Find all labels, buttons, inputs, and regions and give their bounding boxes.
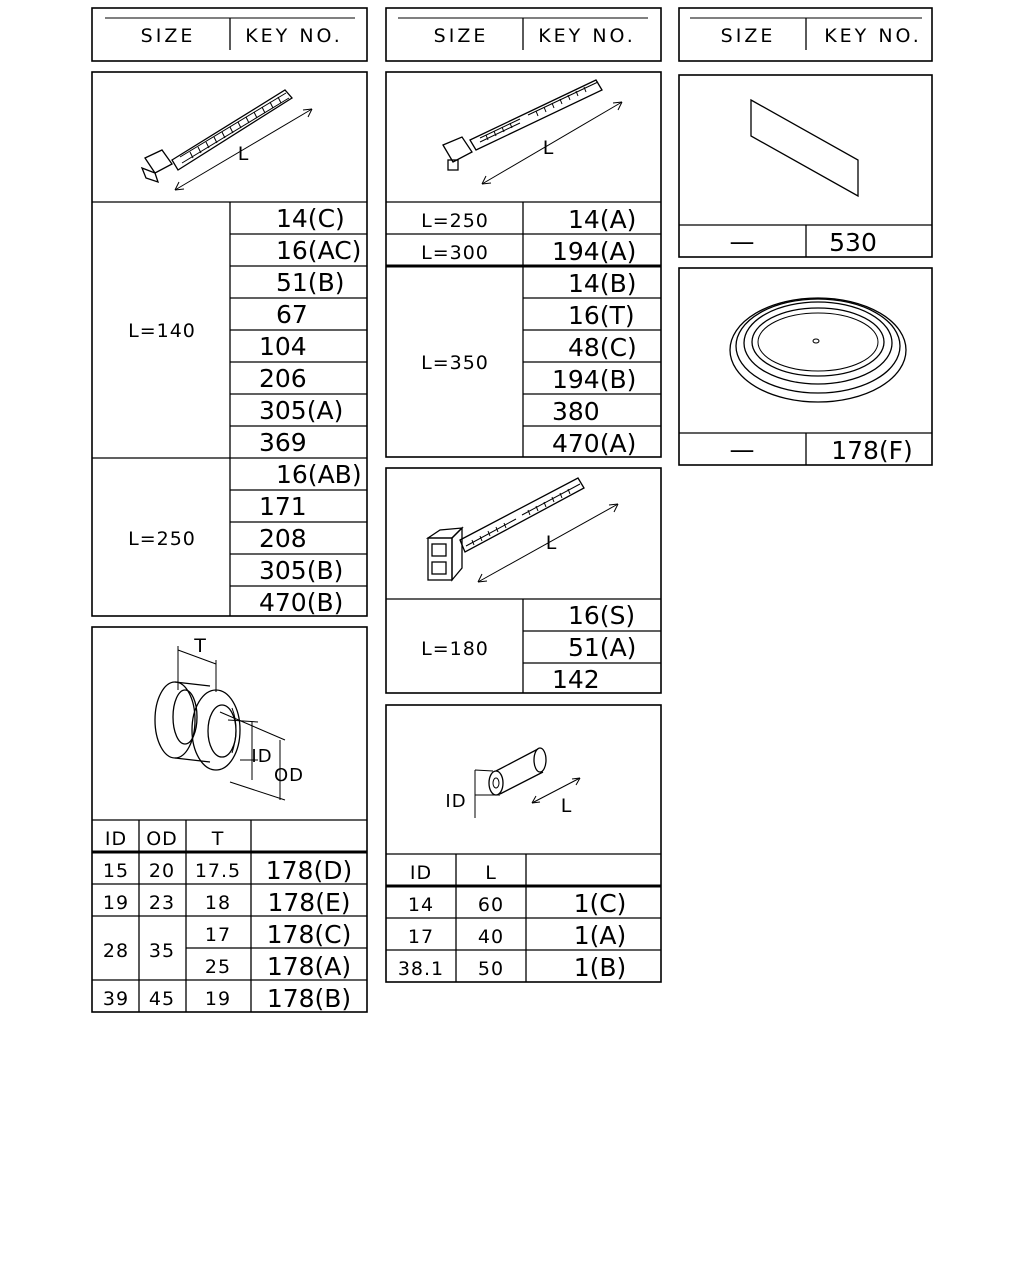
key-cell: 104 xyxy=(259,332,307,361)
key-cell: 14(A) xyxy=(568,205,637,234)
key-cell: 16(AC) xyxy=(276,236,362,265)
key-cell: 380 xyxy=(552,397,600,426)
cable-tie-panel-2 xyxy=(386,72,661,458)
dimension-label-l: L xyxy=(542,137,554,159)
column-header: ID xyxy=(409,862,433,884)
key-cell: 206 xyxy=(259,364,307,393)
size-cell: L=180 xyxy=(421,638,489,660)
id-cell: 15 xyxy=(102,860,130,882)
key-cell: 14(B) xyxy=(568,269,637,298)
header-key-label: KEY NO. xyxy=(824,25,922,47)
tube-illustration xyxy=(445,748,580,818)
key-cell: 178(A) xyxy=(266,952,352,981)
size-cell: — xyxy=(729,435,755,464)
od-cell: 20 xyxy=(148,860,176,882)
column-header: L xyxy=(485,862,497,884)
od-cell: 23 xyxy=(148,892,176,914)
od-cell: 45 xyxy=(148,988,176,1010)
key-cell: 1(C) xyxy=(573,889,627,918)
dimension-label-od: OD xyxy=(273,765,305,786)
key-cell: 194(A) xyxy=(552,237,637,266)
tube-panel xyxy=(386,705,661,982)
key-cell: 178(E) xyxy=(267,888,351,917)
header-size-label: SIZE xyxy=(140,25,196,47)
id-cell: 39 xyxy=(102,988,130,1010)
header-size-label: SIZE xyxy=(433,25,489,47)
id-cell: 28 xyxy=(102,940,130,962)
size-cell: L=300 xyxy=(421,242,489,264)
key-cell: 194(B) xyxy=(552,365,637,394)
key-cell: 1(B) xyxy=(573,953,627,982)
key-cell: 1(A) xyxy=(573,921,627,950)
cable-tie-panel-1 xyxy=(92,72,367,617)
column-header: T xyxy=(211,828,225,850)
dimension-label-l: L xyxy=(545,532,557,554)
key-cell: 305(B) xyxy=(259,556,344,585)
l-cell: 50 xyxy=(477,958,505,980)
key-cell: 51(B) xyxy=(276,268,345,297)
key-cell: 16(S) xyxy=(568,601,636,630)
header-size-label: SIZE xyxy=(720,25,776,47)
column-header: ID xyxy=(104,828,128,850)
key-cell: 470(B) xyxy=(259,588,344,617)
t-cell: 18 xyxy=(204,892,232,914)
size-cell: L=140 xyxy=(128,320,196,342)
dimension-label-t: T xyxy=(194,635,206,657)
key-cell: 208 xyxy=(259,524,307,553)
clip-tie-panel xyxy=(386,468,661,694)
key-cell: 369 xyxy=(259,428,307,457)
dimension-label-l: L xyxy=(560,795,572,817)
key-cell: 305(A) xyxy=(259,396,344,425)
column-header: OD xyxy=(146,828,178,850)
key-cell: 14(C) xyxy=(276,204,345,233)
key-cell: 171 xyxy=(259,492,307,521)
dimension-label-l: L xyxy=(237,143,249,165)
header-col3 xyxy=(679,8,932,61)
dimension-label-id: ID xyxy=(251,746,273,767)
dimension-label-id: ID xyxy=(445,791,467,812)
header-col2 xyxy=(386,8,661,61)
key-cell: 470(A) xyxy=(552,429,637,458)
key-cell: 142 xyxy=(552,665,600,694)
t-cell: 25 xyxy=(204,956,232,978)
l-cell: 60 xyxy=(477,894,505,916)
od-cell: 35 xyxy=(148,940,176,962)
grommet-illustration xyxy=(155,635,304,800)
l-cell: 40 xyxy=(477,926,505,948)
id-cell: 19 xyxy=(102,892,130,914)
key-cell: 16(AB) xyxy=(276,460,362,489)
t-cell: 19 xyxy=(204,988,232,1010)
key-cell: 530 xyxy=(829,228,877,257)
id-cell: 14 xyxy=(407,894,435,916)
key-cell: 178(D) xyxy=(265,856,353,885)
key-cell: 178(C) xyxy=(266,920,352,949)
id-cell: 38.1 xyxy=(397,958,445,980)
key-cell: 16(T) xyxy=(568,301,635,330)
size-cell: — xyxy=(729,227,755,256)
header-key-label: KEY NO. xyxy=(538,25,636,47)
t-cell: 17 xyxy=(204,924,232,946)
cable-tie-illustration xyxy=(443,80,622,184)
id-cell: 17 xyxy=(407,926,435,948)
cable-tie-illustration xyxy=(142,90,312,190)
key-cell: 51(A) xyxy=(568,633,637,662)
oval-grommet-panel xyxy=(679,268,932,465)
size-cell: L=350 xyxy=(421,352,489,374)
header-col1 xyxy=(92,8,367,61)
key-cell: 178(B) xyxy=(266,984,352,1013)
grommet-panel xyxy=(92,627,367,1013)
t-cell: 17.5 xyxy=(194,860,242,882)
sheet-illustration xyxy=(751,100,858,196)
key-cell: 48(C) xyxy=(568,333,637,362)
clip-tie-illustration xyxy=(428,478,618,582)
size-cell: L=250 xyxy=(128,528,196,550)
sheet-panel xyxy=(679,75,932,257)
header-key-label: KEY NO. xyxy=(245,25,343,47)
key-cell: 67 xyxy=(276,300,308,329)
oval-grommet-illustration xyxy=(730,298,906,402)
size-cell: L=250 xyxy=(421,210,489,232)
key-cell: 178(F) xyxy=(831,436,913,465)
